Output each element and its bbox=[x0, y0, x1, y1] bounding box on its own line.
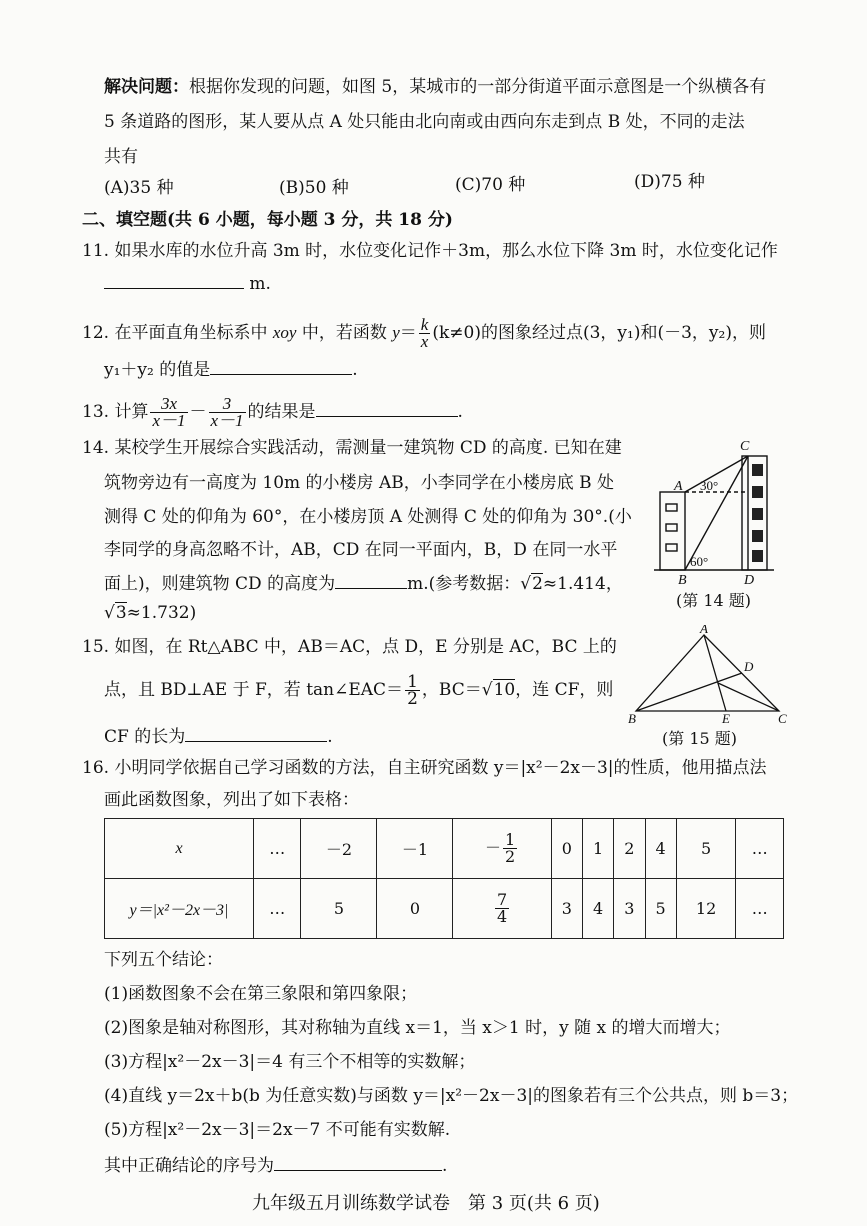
table-head-x: x bbox=[105, 819, 254, 879]
q14-line6: √3≈1.732) bbox=[104, 603, 197, 623]
quarter-frac bbox=[495, 892, 509, 925]
q14-line3: 测得 C 处的仰角为 60°，在小楼房顶 A 处测得 C 处的仰角为 30°.(小 bbox=[104, 507, 632, 527]
q11-line2 bbox=[104, 272, 271, 294]
table-row bbox=[105, 879, 784, 939]
q16-intro: 下列五个结论： bbox=[104, 950, 223, 970]
table-cell: 0 bbox=[551, 819, 582, 879]
q12-ask: y₁＋y₂ 的值是 bbox=[104, 360, 211, 380]
q10-line2: 5 条道路的图形，某人要从点 A 处只能由北向南或由西向东走到点 B 处，不同的走法 bbox=[104, 112, 745, 132]
q13-line bbox=[82, 394, 463, 430]
table-cell: －1 bbox=[377, 819, 453, 879]
q10-option-a: (A)35 种 bbox=[104, 178, 174, 198]
figure-15 bbox=[624, 625, 794, 725]
half-den: 2 bbox=[504, 847, 516, 866]
table-cell: 5 bbox=[301, 879, 377, 939]
q13-minus: － bbox=[189, 402, 207, 422]
label-a: A bbox=[674, 479, 683, 494]
q15-fraction bbox=[405, 674, 420, 707]
q15-line2: 点，且 BD⊥AE 于 F，若 tan∠EAC＝ $\frac{1}{2}$ ，BC＝√10，连 CF，则 bbox=[104, 672, 614, 709]
segment-cf bbox=[718, 683, 779, 711]
q10-option-c: (C)70 种 bbox=[455, 175, 526, 195]
q14-sqrt3: 3 bbox=[115, 603, 127, 623]
q14-sqrt2: 2 bbox=[532, 574, 543, 594]
q16-conclusion-3: (3)方程|x²－2x－3|＝4 有三个不相等的实数解； bbox=[104, 1052, 476, 1072]
q14-ref: m.(参考数据： bbox=[407, 574, 521, 594]
caption-14: (第 14 题) bbox=[676, 591, 752, 610]
q13-frac1-num: 3x bbox=[150, 396, 187, 413]
q12-frac-num: k bbox=[420, 315, 429, 334]
q11-unit: m. bbox=[249, 274, 271, 294]
q10-text1: 根据你发现的问题，如图 5，某城市的一部分街道平面示意图是一个纵横各有 bbox=[189, 77, 767, 97]
q12-end: . bbox=[352, 360, 358, 380]
label-e: E bbox=[722, 711, 730, 725]
table-cell: 12 bbox=[676, 879, 736, 939]
line-bc bbox=[685, 456, 748, 570]
q13-frac2 bbox=[209, 396, 246, 429]
label-d: D bbox=[744, 659, 754, 674]
window bbox=[666, 524, 677, 531]
q13-frac1 bbox=[150, 396, 187, 429]
q10-line1 bbox=[104, 77, 766, 97]
q12-y: y bbox=[392, 323, 400, 342]
table-cell: 1 bbox=[583, 819, 614, 879]
q12-fraction bbox=[419, 317, 431, 350]
q12-line2 bbox=[104, 358, 358, 380]
q12-eq: ＝ bbox=[399, 323, 417, 343]
q10-lead: 解决问题： bbox=[104, 77, 189, 97]
table-cell: … bbox=[254, 819, 301, 879]
table-cell: 4 bbox=[583, 879, 614, 939]
q15-answer-blank[interactable] bbox=[185, 725, 327, 742]
q10-option-d: (D)75 种 bbox=[634, 172, 705, 192]
angle-30: 30° bbox=[700, 478, 719, 493]
label-d: D bbox=[744, 573, 755, 586]
q13-answer-blank[interactable] bbox=[316, 400, 458, 417]
q14-ask: 面上)，则建筑物 CD 的高度为 bbox=[104, 574, 336, 594]
half-sign: － bbox=[484, 838, 501, 857]
table-cell: 4 bbox=[645, 819, 676, 879]
q13-end: . bbox=[457, 402, 463, 422]
label-c: C bbox=[778, 711, 787, 725]
half-num: 1 bbox=[504, 830, 516, 849]
q15-frac-num: 1 bbox=[407, 672, 418, 692]
q11-line1: 11. 如果水库的水位升高 3m 时，水位变化记作＋3m，那么水位下降 3m 时，水位变化记作 bbox=[82, 241, 778, 261]
table-cell: 3 bbox=[614, 879, 645, 939]
section-heading: 二、填空题(共 6 小题，每小题 3 分，共 18 分) bbox=[82, 210, 453, 230]
table-cell: 2 bbox=[614, 819, 645, 879]
q12-answer-blank[interactable] bbox=[210, 358, 352, 375]
q16-conclusion-4: (4)直线 y＝2x＋b(b 为任意实数)与函数 y＝|x²－2x－3|的图象若有三个公共点，则 b＝3； bbox=[104, 1086, 799, 1106]
caption-15: (第 15 题) bbox=[662, 729, 738, 748]
label-c: C bbox=[740, 439, 750, 454]
values-table bbox=[104, 818, 784, 939]
label-b: B bbox=[678, 573, 687, 586]
q16-conclusion-2: (2)图象是轴对称图形，其对称轴为直线 x＝1，当 x＞1 时，y 随 x 的增大而增大； bbox=[104, 1018, 731, 1038]
q16-conclusion-1: (1)函数图象不会在第三象限和第四象限； bbox=[104, 984, 418, 1004]
table-cell: … bbox=[736, 879, 784, 939]
q16-conclusion-5: (5)方程|x²－2x－3|＝2x－7 不可能有实数解. bbox=[104, 1120, 451, 1140]
quarter-num: 7 bbox=[496, 890, 508, 909]
window bbox=[666, 504, 677, 511]
q16-answer-blank[interactable] bbox=[274, 1154, 442, 1171]
q15-end: . bbox=[327, 727, 333, 747]
label-a: A bbox=[700, 625, 708, 636]
figure-14 bbox=[650, 436, 810, 586]
q14-line5: 面上)，则建筑物 CD 的高度为 m.(参考数据：√2≈1.414， bbox=[104, 574, 623, 594]
table-head-y: y＝|x²－2x－3| bbox=[105, 879, 254, 939]
q16-ask-line bbox=[104, 1154, 447, 1176]
q14-approx3: ≈1.732) bbox=[126, 603, 197, 623]
q10-option-b: (B)50 种 bbox=[279, 178, 349, 198]
window bbox=[752, 464, 763, 476]
window bbox=[666, 544, 677, 551]
angle-60: 60° bbox=[690, 554, 709, 569]
q16-end: . bbox=[442, 1156, 448, 1176]
q11-answer-blank[interactable] bbox=[104, 272, 244, 289]
table-row bbox=[105, 819, 784, 879]
table-cell: 5 bbox=[645, 879, 676, 939]
table-cell: 3 bbox=[551, 879, 582, 939]
q14-line1: 14. 某校学生开展综合实践活动，需测量一建筑物 CD 的高度. 已知在建 bbox=[82, 438, 622, 458]
table-cell: … bbox=[736, 819, 784, 879]
q16-ask: 其中正确结论的序号为 bbox=[104, 1156, 274, 1176]
q13-pre: 13. 计算 bbox=[82, 402, 149, 422]
q13-frac2-den: x－1 bbox=[210, 411, 244, 430]
table-cell-half bbox=[453, 819, 551, 879]
q15-line1: 15. 如图，在 Rt△ABC 中，AB＝AC，点 D，E 分别是 AC，BC 上的 bbox=[82, 637, 617, 657]
table-cell: 0 bbox=[377, 879, 453, 939]
q14-approx2: ≈1.414， bbox=[542, 574, 623, 594]
table-cell-quarter bbox=[453, 879, 551, 939]
q14-answer-blank[interactable] bbox=[335, 572, 407, 589]
window bbox=[752, 486, 763, 498]
q12-xoy: xoy bbox=[272, 323, 297, 342]
table-cell: 5 bbox=[676, 819, 736, 879]
q13-frac1-den: x－1 bbox=[152, 411, 186, 430]
label-b: B bbox=[628, 711, 636, 725]
window bbox=[752, 530, 763, 542]
q16-line1: 16. 小明同学依据自己学习函数的方法，自主研究函数 y＝|x²－2x－3|的性质，他用描点法 bbox=[82, 758, 767, 778]
q14-line4: 李同学的身高忽略不计，AB，CD 在同一平面内，B，D 在同一水平 bbox=[104, 540, 618, 560]
table-cell: －2 bbox=[301, 819, 377, 879]
page-footer: 九年级五月训练数学试卷 第 3 页(共 6 页) bbox=[252, 1193, 600, 1214]
q12-frac-den: x bbox=[420, 332, 429, 351]
q15-bc: ，BC＝ bbox=[421, 680, 482, 700]
q15-ask: CF 的长为 bbox=[104, 727, 186, 747]
q12-mid: 中，若函数 bbox=[296, 323, 393, 343]
q15-post: ，连 CF，则 bbox=[515, 680, 614, 700]
q10-line3: 共有 bbox=[104, 147, 138, 167]
window bbox=[752, 550, 763, 562]
q12-post: (k≠0)的图象经过点(3，y₁)和(－3，y₂)，则 bbox=[432, 323, 766, 343]
quarter-den: 4 bbox=[496, 907, 508, 926]
q15-pre: 点，且 BD⊥AE 于 F，若 tan∠EAC＝ bbox=[104, 680, 404, 700]
q16-line2: 画此函数图象，列出了如下表格： bbox=[104, 790, 359, 810]
q13-frac2-num: 3 bbox=[209, 396, 246, 413]
q14-line2: 筑物旁边有一高度为 10m 的小楼房 AB，小李同学在小楼房底 B 处 bbox=[104, 473, 615, 493]
q12-pre: 12. 在平面直角坐标系中 bbox=[82, 323, 273, 343]
segment-bd bbox=[636, 673, 742, 711]
q15-sqrt10: 10 bbox=[493, 680, 516, 700]
q15-frac-den: 2 bbox=[407, 689, 418, 709]
window bbox=[752, 508, 763, 520]
q15-line3 bbox=[104, 725, 333, 747]
q13-post: 的结果是 bbox=[247, 402, 316, 422]
half-frac bbox=[503, 832, 517, 865]
q12-line1 bbox=[82, 315, 766, 351]
table-cell: … bbox=[254, 879, 301, 939]
